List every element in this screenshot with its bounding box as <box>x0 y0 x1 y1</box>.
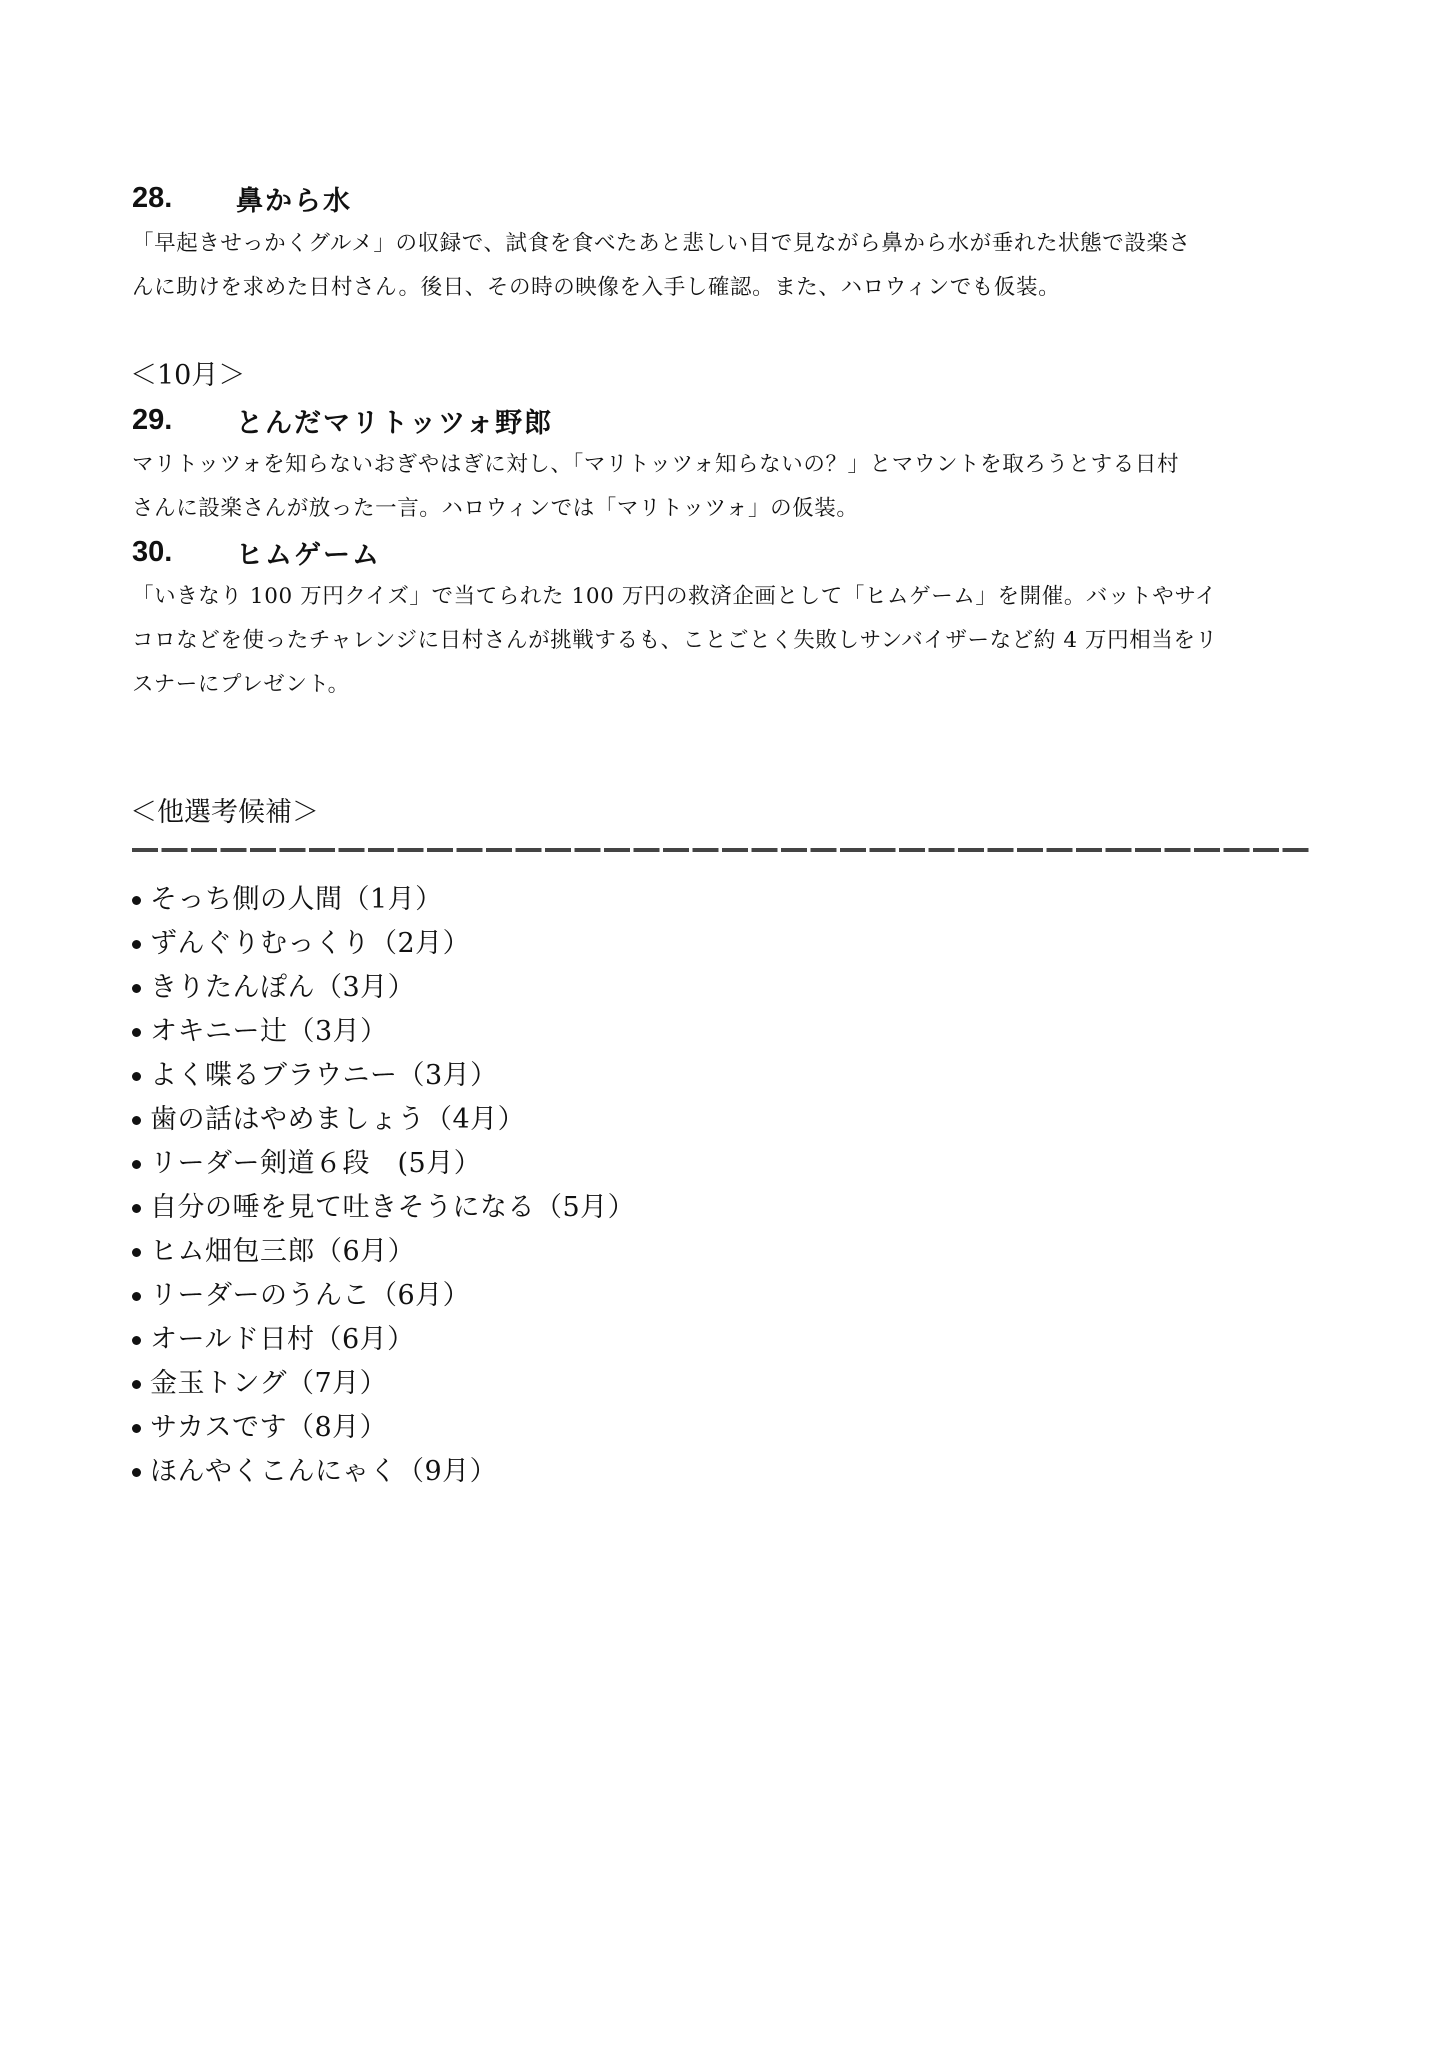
entry-text-line: マリトッツォを知らないおぎやはぎに対し、「マリトッツォ知らないの？」とマウントを取ろうとする日村 <box>132 452 1180 477</box>
candidate-text: ずんぐりむっくり（2月） <box>150 928 471 959</box>
bullet-icon <box>132 1248 141 1257</box>
entry-body-28 <box>132 222 1317 310</box>
bullet-icon <box>132 896 141 905</box>
candidate-list <box>132 878 635 1494</box>
bullet-icon <box>132 940 141 949</box>
list-item <box>132 1230 635 1274</box>
list-item <box>132 878 635 922</box>
candidate-text: ヒム畑包三郎（6月） <box>150 1236 416 1267</box>
candidate-text: リーダー剣道６段 (5月） <box>150 1148 482 1179</box>
list-item <box>132 1274 635 1318</box>
candidate-text: そっち側の人間（1月） <box>150 884 443 915</box>
bullet-icon <box>132 1116 141 1125</box>
list-item <box>132 1142 635 1186</box>
bullet-icon <box>132 1468 141 1477</box>
entry-heading-28 <box>132 178 352 218</box>
list-item <box>132 1318 635 1362</box>
entry-heading-30 <box>132 532 381 572</box>
candidate-text: リーダーのうんこ（6月） <box>150 1280 471 1311</box>
entry-number: 28. <box>132 181 173 214</box>
bullet-icon <box>132 1292 141 1301</box>
list-item <box>132 1450 635 1494</box>
list-item <box>132 1098 635 1142</box>
bullet-icon <box>132 1380 141 1389</box>
entry-text-line: んに助けを求めた日村さん。後日、その時の映像を入手し確認。また、ハロウィンでも仮装。 <box>132 275 1061 300</box>
entry-number: 29. <box>132 403 173 436</box>
list-item <box>132 1054 635 1098</box>
candidate-text: 自分の唾を見て吐きそうになる（5月） <box>150 1192 636 1223</box>
entry-heading-29 <box>132 400 553 440</box>
month-label: ＜10月＞ <box>130 360 246 391</box>
bullet-icon <box>132 1072 141 1081</box>
entry-body-30 <box>132 575 1317 707</box>
other-candidates-title: ＜他選考候補＞ <box>130 797 319 828</box>
bullet-icon <box>132 1424 141 1433</box>
entry-title: 鼻から水 <box>236 185 352 217</box>
bullet-icon <box>132 1028 141 1037</box>
candidate-text: よく喋るブラウニー（3月） <box>150 1060 498 1091</box>
entry-text-line: 「早起きせっかくグルメ」の収録で、試食を食べたあと悲しい目で見ながら鼻から水が垂れた状態で設楽さ <box>132 231 1191 256</box>
list-item <box>132 922 635 966</box>
candidate-text: ほんやくこんにゃく（9月） <box>150 1456 498 1487</box>
dashed-divider <box>132 848 1310 852</box>
list-item <box>132 1010 635 1054</box>
list-item <box>132 1186 635 1230</box>
candidate-text: オールド日村（6月） <box>150 1324 415 1355</box>
entry-text-line: スナーにプレゼント。 <box>132 672 350 697</box>
bullet-icon <box>132 1160 141 1169</box>
bullet-icon <box>132 1336 141 1345</box>
entry-text-line: コロなどを使ったチャレンジに日村さんが挑戦するも、ことごとく失敗しサンバイザーなど約 4 万円相当をリ <box>132 628 1218 653</box>
list-item <box>132 1406 635 1450</box>
entry-number: 30. <box>132 535 173 568</box>
entry-text-line: 「いきなり 100 万円クイズ」で当てられた 100 万円の救済企画として「ヒムゲーム」を開催。バットやサイ <box>132 584 1218 609</box>
list-item <box>132 1362 635 1406</box>
candidate-text: サカスです（8月） <box>150 1412 388 1443</box>
bullet-icon <box>132 984 141 993</box>
entry-text-line: さんに設楽さんが放った一言。ハロウィンでは「マリトッツォ」の仮装。 <box>132 496 859 521</box>
candidate-text: 金玉トング（7月） <box>150 1368 388 1399</box>
candidate-text: きりたんぽん（3月） <box>150 972 416 1003</box>
candidate-text: オキニー辻（3月） <box>150 1016 388 1047</box>
bullet-icon <box>132 1204 141 1213</box>
entry-title: とんだマリトッツォ野郎 <box>236 407 554 439</box>
list-item <box>132 966 635 1010</box>
entry-body-29 <box>132 443 1317 531</box>
candidate-text: 歯の話はやめましょう（4月） <box>150 1104 526 1135</box>
entry-title: ヒムゲーム <box>236 539 381 571</box>
